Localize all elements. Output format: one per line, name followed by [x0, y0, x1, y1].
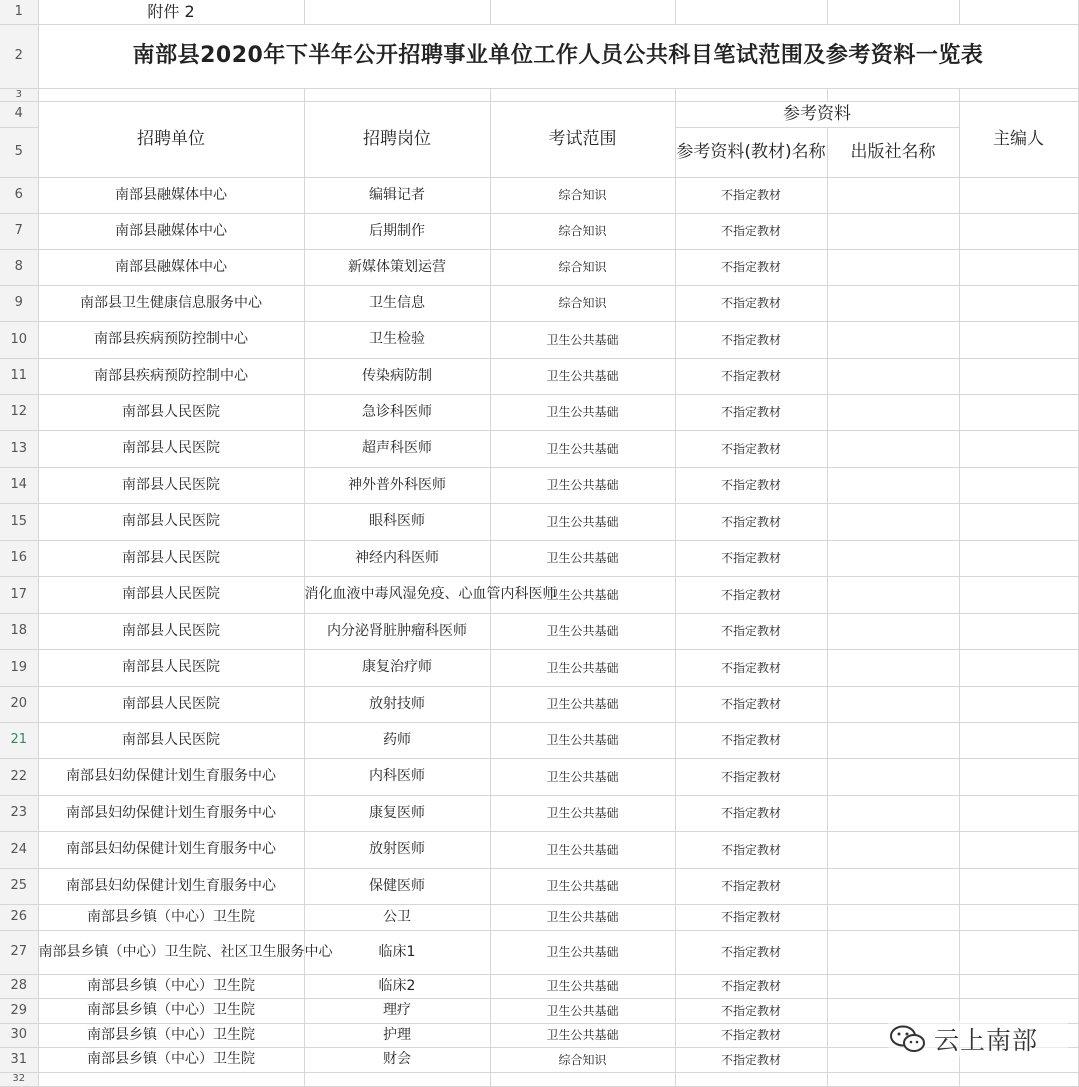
editor-cell[interactable]	[959, 178, 1078, 214]
editor-cell[interactable]	[959, 431, 1078, 468]
post-cell[interactable]: 急诊科医师	[304, 395, 490, 431]
scope-cell[interactable]: 卫生公共基础	[490, 614, 675, 650]
cell[interactable]	[827, 88, 959, 102]
header-post[interactable]: 招聘岗位	[304, 102, 490, 178]
table-row[interactable]	[0, 504, 1078, 541]
scope-cell[interactable]: 卫生公共基础	[490, 431, 675, 468]
publisher-cell[interactable]	[827, 468, 959, 504]
scope-cell[interactable]: 卫生公共基础	[490, 395, 675, 431]
editor-cell[interactable]	[959, 395, 1078, 431]
table-row[interactable]	[0, 395, 1078, 431]
header-reference-book[interactable]: 参考资料(教材)名称	[675, 128, 827, 178]
unit-cell[interactable]: 南部县妇幼保健计划生育服务中心	[38, 869, 304, 905]
row-number[interactable]: 28	[0, 975, 38, 999]
reference-cell[interactable]: 不指定教材	[675, 687, 827, 723]
header-publisher[interactable]: 出版社名称	[827, 128, 959, 178]
row-number[interactable]: 26	[0, 905, 38, 931]
row-number[interactable]: 24	[0, 832, 38, 869]
table-row[interactable]	[0, 431, 1078, 468]
table-row[interactable]	[0, 468, 1078, 504]
editor-cell[interactable]	[959, 832, 1078, 869]
scope-cell[interactable]: 卫生公共基础	[490, 1024, 675, 1048]
reference-cell[interactable]: 不指定教材	[675, 286, 827, 322]
unit-cell[interactable]: 南部县融媒体中心	[38, 250, 304, 286]
editor-cell[interactable]	[959, 905, 1078, 931]
post-cell[interactable]: 眼科医师	[304, 504, 490, 541]
row-number[interactable]: 30	[0, 1024, 38, 1048]
reference-cell[interactable]: 不指定教材	[675, 1048, 827, 1073]
editor-cell[interactable]	[959, 322, 1078, 359]
editor-cell[interactable]	[959, 650, 1078, 687]
publisher-cell[interactable]	[827, 869, 959, 905]
unit-cell[interactable]: 南部县融媒体中心	[38, 214, 304, 250]
scope-cell[interactable]: 卫生公共基础	[490, 931, 675, 975]
post-cell[interactable]: 编辑记者	[304, 178, 490, 214]
scope-cell[interactable]: 卫生公共基础	[490, 541, 675, 577]
post-cell[interactable]: 药师	[304, 723, 490, 759]
row-number[interactable]: 15	[0, 504, 38, 541]
unit-cell[interactable]: 南部县人民医院	[38, 614, 304, 650]
post-cell[interactable]: 后期制作	[304, 214, 490, 250]
row-number[interactable]: 20	[0, 687, 38, 723]
unit-cell[interactable]: 南部县乡镇（中心）卫生院	[38, 1024, 304, 1048]
scope-cell[interactable]: 卫生公共基础	[490, 869, 675, 905]
scope-cell[interactable]: 综合知识	[490, 1048, 675, 1073]
row-number[interactable]: 22	[0, 759, 38, 796]
cell[interactable]	[675, 0, 827, 24]
editor-cell[interactable]	[959, 359, 1078, 395]
row-number[interactable]: 3	[0, 88, 38, 102]
post-cell[interactable]: 理疗	[304, 999, 490, 1024]
unit-cell[interactable]: 南部县人民医院	[38, 541, 304, 577]
reference-cell[interactable]: 不指定教材	[675, 431, 827, 468]
unit-cell[interactable]: 南部县妇幼保健计划生育服务中心	[38, 832, 304, 869]
reference-cell[interactable]: 不指定教材	[675, 869, 827, 905]
publisher-cell[interactable]	[827, 975, 959, 999]
post-cell[interactable]: 公卫	[304, 905, 490, 931]
reference-cell[interactable]: 不指定教材	[675, 504, 827, 541]
post-cell[interactable]: 放射技师	[304, 687, 490, 723]
row-number[interactable]: 7	[0, 214, 38, 250]
reference-cell[interactable]: 不指定教材	[675, 832, 827, 869]
table-row[interactable]	[0, 359, 1078, 395]
editor-cell[interactable]	[959, 869, 1078, 905]
reference-cell[interactable]: 不指定教材	[675, 250, 827, 286]
unit-cell[interactable]: 南部县人民医院	[38, 577, 304, 614]
unit-cell[interactable]: 南部县乡镇（中心）卫生院	[38, 999, 304, 1024]
post-cell[interactable]: 神外普外科医师	[304, 468, 490, 504]
post-cell[interactable]: 内分泌肾脏肿瘤科医师	[304, 614, 490, 650]
post-cell[interactable]: 传染病防制	[304, 359, 490, 395]
editor-cell[interactable]	[959, 687, 1078, 723]
editor-cell[interactable]	[959, 999, 1078, 1024]
editor-cell[interactable]	[959, 723, 1078, 759]
header-editor[interactable]: 主编人	[959, 102, 1078, 178]
row-number[interactable]: 2	[0, 24, 38, 88]
cell[interactable]	[490, 88, 675, 102]
publisher-cell[interactable]	[827, 931, 959, 975]
unit-cell[interactable]: 南部县妇幼保健计划生育服务中心	[38, 759, 304, 796]
row-number[interactable]: 25	[0, 869, 38, 905]
table-row[interactable]	[0, 322, 1078, 359]
reference-cell[interactable]: 不指定教材	[675, 541, 827, 577]
scope-cell[interactable]: 卫生公共基础	[490, 650, 675, 687]
table-row[interactable]	[0, 178, 1078, 214]
header-unit[interactable]: 招聘单位	[38, 102, 304, 178]
cell[interactable]	[675, 1073, 827, 1087]
scope-cell[interactable]: 综合知识	[490, 286, 675, 322]
post-cell[interactable]: 卫生检验	[304, 322, 490, 359]
cell[interactable]	[304, 1073, 490, 1087]
editor-cell[interactable]	[959, 504, 1078, 541]
publisher-cell[interactable]	[827, 687, 959, 723]
table-row[interactable]	[0, 975, 1078, 999]
editor-cell[interactable]	[959, 975, 1078, 999]
row-number[interactable]: 23	[0, 796, 38, 832]
scope-cell[interactable]: 综合知识	[490, 250, 675, 286]
publisher-cell[interactable]	[827, 905, 959, 931]
post-cell[interactable]: 保健医师	[304, 869, 490, 905]
table-row[interactable]	[0, 214, 1078, 250]
cell[interactable]	[304, 0, 490, 24]
publisher-cell[interactable]	[827, 832, 959, 869]
cell[interactable]	[959, 88, 1078, 102]
row-number[interactable]: 31	[0, 1048, 38, 1073]
scope-cell[interactable]: 卫生公共基础	[490, 759, 675, 796]
publisher-cell[interactable]	[827, 250, 959, 286]
post-cell[interactable]: 临床1	[304, 931, 490, 975]
scope-cell[interactable]: 卫生公共基础	[490, 322, 675, 359]
row-number[interactable]: 17	[0, 577, 38, 614]
publisher-cell[interactable]	[827, 541, 959, 577]
scope-cell[interactable]: 综合知识	[490, 178, 675, 214]
publisher-cell[interactable]	[827, 759, 959, 796]
table-row[interactable]	[0, 905, 1078, 931]
table-row[interactable]	[0, 541, 1078, 577]
scope-cell[interactable]: 卫生公共基础	[490, 832, 675, 869]
unit-cell[interactable]: 南部县乡镇（中心）卫生院	[38, 905, 304, 931]
publisher-cell[interactable]	[827, 431, 959, 468]
unit-cell[interactable]: 南部县人民医院	[38, 431, 304, 468]
cell[interactable]	[490, 0, 675, 24]
annex-label[interactable]: 附件 2	[38, 0, 304, 24]
editor-cell[interactable]	[959, 468, 1078, 504]
unit-cell[interactable]: 南部县人民医院	[38, 468, 304, 504]
publisher-cell[interactable]	[827, 322, 959, 359]
scope-cell[interactable]: 卫生公共基础	[490, 796, 675, 832]
reference-cell[interactable]: 不指定教材	[675, 468, 827, 504]
post-cell[interactable]: 财会	[304, 1048, 490, 1073]
unit-cell[interactable]: 南部县妇幼保健计划生育服务中心	[38, 796, 304, 832]
table-row[interactable]	[0, 832, 1078, 869]
row-number[interactable]: 12	[0, 395, 38, 431]
reference-cell[interactable]: 不指定教材	[675, 723, 827, 759]
header-reference-group[interactable]: 参考资料	[675, 102, 959, 128]
row-number[interactable]: 11	[0, 359, 38, 395]
post-cell[interactable]: 临床2	[304, 975, 490, 999]
publisher-cell[interactable]	[827, 286, 959, 322]
table-row[interactable]	[0, 759, 1078, 796]
reference-cell[interactable]: 不指定教材	[675, 650, 827, 687]
scope-cell[interactable]: 卫生公共基础	[490, 975, 675, 999]
unit-cell[interactable]: 南部县疾病预防控制中心	[38, 359, 304, 395]
reference-cell[interactable]: 不指定教材	[675, 395, 827, 431]
row-number[interactable]: 14	[0, 468, 38, 504]
post-cell[interactable]: 新媒体策划运营	[304, 250, 490, 286]
reference-cell[interactable]: 不指定教材	[675, 577, 827, 614]
unit-cell[interactable]: 南部县卫生健康信息服务中心	[38, 286, 304, 322]
row-number[interactable]: 4	[0, 102, 38, 128]
publisher-cell[interactable]	[827, 504, 959, 541]
table-row[interactable]	[0, 614, 1078, 650]
table-row[interactable]	[0, 650, 1078, 687]
publisher-cell[interactable]	[827, 796, 959, 832]
unit-cell[interactable]: 南部县乡镇（中心）卫生院、社区卫生服务中心	[38, 931, 304, 975]
row-number[interactable]: 13	[0, 431, 38, 468]
reference-cell[interactable]: 不指定教材	[675, 931, 827, 975]
unit-cell[interactable]: 南部县人民医院	[38, 395, 304, 431]
page-title[interactable]: 南部县2020年下半年公开招聘事业单位工作人员公共科目笔试范围及参考资料一览表	[38, 24, 1078, 88]
scope-cell[interactable]: 卫生公共基础	[490, 468, 675, 504]
editor-cell[interactable]	[959, 214, 1078, 250]
editor-cell[interactable]	[959, 614, 1078, 650]
cell[interactable]	[38, 88, 304, 102]
unit-cell[interactable]: 南部县人民医院	[38, 504, 304, 541]
publisher-cell[interactable]	[827, 614, 959, 650]
table-row[interactable]	[0, 250, 1078, 286]
row-number[interactable]: 16	[0, 541, 38, 577]
reference-cell[interactable]: 不指定教材	[675, 759, 827, 796]
editor-cell[interactable]	[959, 286, 1078, 322]
table-row[interactable]	[0, 869, 1078, 905]
publisher-cell[interactable]	[827, 214, 959, 250]
row-number[interactable]: 32	[0, 1073, 38, 1087]
unit-cell[interactable]: 南部县乡镇（中心）卫生院	[38, 975, 304, 999]
scope-cell[interactable]: 综合知识	[490, 214, 675, 250]
reference-cell[interactable]: 不指定教材	[675, 214, 827, 250]
reference-cell[interactable]: 不指定教材	[675, 1024, 827, 1048]
row-number[interactable]: 5	[0, 128, 38, 178]
editor-cell[interactable]	[959, 541, 1078, 577]
reference-cell[interactable]: 不指定教材	[675, 796, 827, 832]
scope-cell[interactable]: 卫生公共基础	[490, 359, 675, 395]
scope-cell[interactable]: 卫生公共基础	[490, 999, 675, 1024]
table-row[interactable]	[0, 723, 1078, 759]
row-number[interactable]: 29	[0, 999, 38, 1024]
wechat-icon	[888, 1024, 926, 1054]
scope-cell[interactable]: 卫生公共基础	[490, 504, 675, 541]
unit-cell[interactable]: 南部县疾病预防控制中心	[38, 322, 304, 359]
table-row[interactable]	[0, 931, 1078, 975]
publisher-cell[interactable]	[827, 999, 959, 1024]
row-number[interactable]: 6	[0, 178, 38, 214]
cell[interactable]	[827, 0, 959, 24]
reference-cell[interactable]: 不指定教材	[675, 359, 827, 395]
table-row[interactable]	[0, 577, 1078, 614]
post-cell[interactable]: 康复治疗师	[304, 650, 490, 687]
editor-cell[interactable]	[959, 931, 1078, 975]
unit-cell[interactable]: 南部县人民医院	[38, 687, 304, 723]
publisher-cell[interactable]	[827, 650, 959, 687]
cell[interactable]	[304, 88, 490, 102]
publisher-cell[interactable]	[827, 577, 959, 614]
cell[interactable]	[675, 88, 827, 102]
row-number[interactable]: 27	[0, 931, 38, 975]
watermark	[888, 1021, 1068, 1057]
publisher-cell[interactable]	[827, 178, 959, 214]
editor-cell[interactable]	[959, 796, 1078, 832]
post-cell[interactable]: 消化血液中毒风湿免疫、心血管内科医师	[304, 577, 490, 614]
cell[interactable]	[959, 1073, 1078, 1087]
editor-cell[interactable]	[959, 577, 1078, 614]
row-number[interactable]: 21	[0, 723, 38, 759]
row-number[interactable]: 10	[0, 322, 38, 359]
row-number[interactable]: 18	[0, 614, 38, 650]
table-row[interactable]	[0, 999, 1078, 1024]
watermark-text: 云上南部	[934, 1026, 1039, 1055]
post-cell[interactable]: 康复医师	[304, 796, 490, 832]
reference-cell[interactable]: 不指定教材	[675, 178, 827, 214]
post-cell[interactable]: 超声科医师	[304, 431, 490, 468]
header-scope[interactable]: 考试范围	[490, 102, 675, 178]
cell[interactable]	[959, 0, 1078, 24]
unit-cell[interactable]: 南部县乡镇（中心）卫生院	[38, 1048, 304, 1073]
unit-cell[interactable]: 南部县人民医院	[38, 723, 304, 759]
row-number[interactable]: 9	[0, 286, 38, 322]
table-row[interactable]	[0, 796, 1078, 832]
reference-cell[interactable]: 不指定教材	[675, 614, 827, 650]
row-number[interactable]: 19	[0, 650, 38, 687]
post-cell[interactable]: 内科医师	[304, 759, 490, 796]
unit-cell[interactable]: 南部县融媒体中心	[38, 178, 304, 214]
editor-cell[interactable]	[959, 250, 1078, 286]
publisher-cell[interactable]	[827, 723, 959, 759]
cell[interactable]	[490, 1073, 675, 1087]
reference-cell[interactable]: 不指定教材	[675, 905, 827, 931]
scope-cell[interactable]: 卫生公共基础	[490, 723, 675, 759]
row-number[interactable]: 8	[0, 250, 38, 286]
post-cell[interactable]: 放射医师	[304, 832, 490, 869]
editor-cell[interactable]	[959, 759, 1078, 796]
post-cell[interactable]: 卫生信息	[304, 286, 490, 322]
reference-cell[interactable]: 不指定教材	[675, 975, 827, 999]
scope-cell[interactable]: 卫生公共基础	[490, 687, 675, 723]
cell[interactable]	[38, 1073, 304, 1087]
scope-cell[interactable]: 卫生公共基础	[490, 577, 675, 614]
post-cell[interactable]: 神经内科医师	[304, 541, 490, 577]
scope-cell[interactable]: 卫生公共基础	[490, 905, 675, 931]
table-row[interactable]	[0, 687, 1078, 723]
table-row[interactable]	[0, 286, 1078, 322]
post-cell[interactable]: 护理	[304, 1024, 490, 1048]
cell[interactable]	[827, 1073, 959, 1087]
publisher-cell[interactable]	[827, 395, 959, 431]
publisher-cell[interactable]	[827, 359, 959, 395]
reference-cell[interactable]: 不指定教材	[675, 322, 827, 359]
unit-cell[interactable]: 南部县人民医院	[38, 650, 304, 687]
reference-cell[interactable]: 不指定教材	[675, 999, 827, 1024]
row-number[interactable]: 1	[0, 0, 38, 24]
